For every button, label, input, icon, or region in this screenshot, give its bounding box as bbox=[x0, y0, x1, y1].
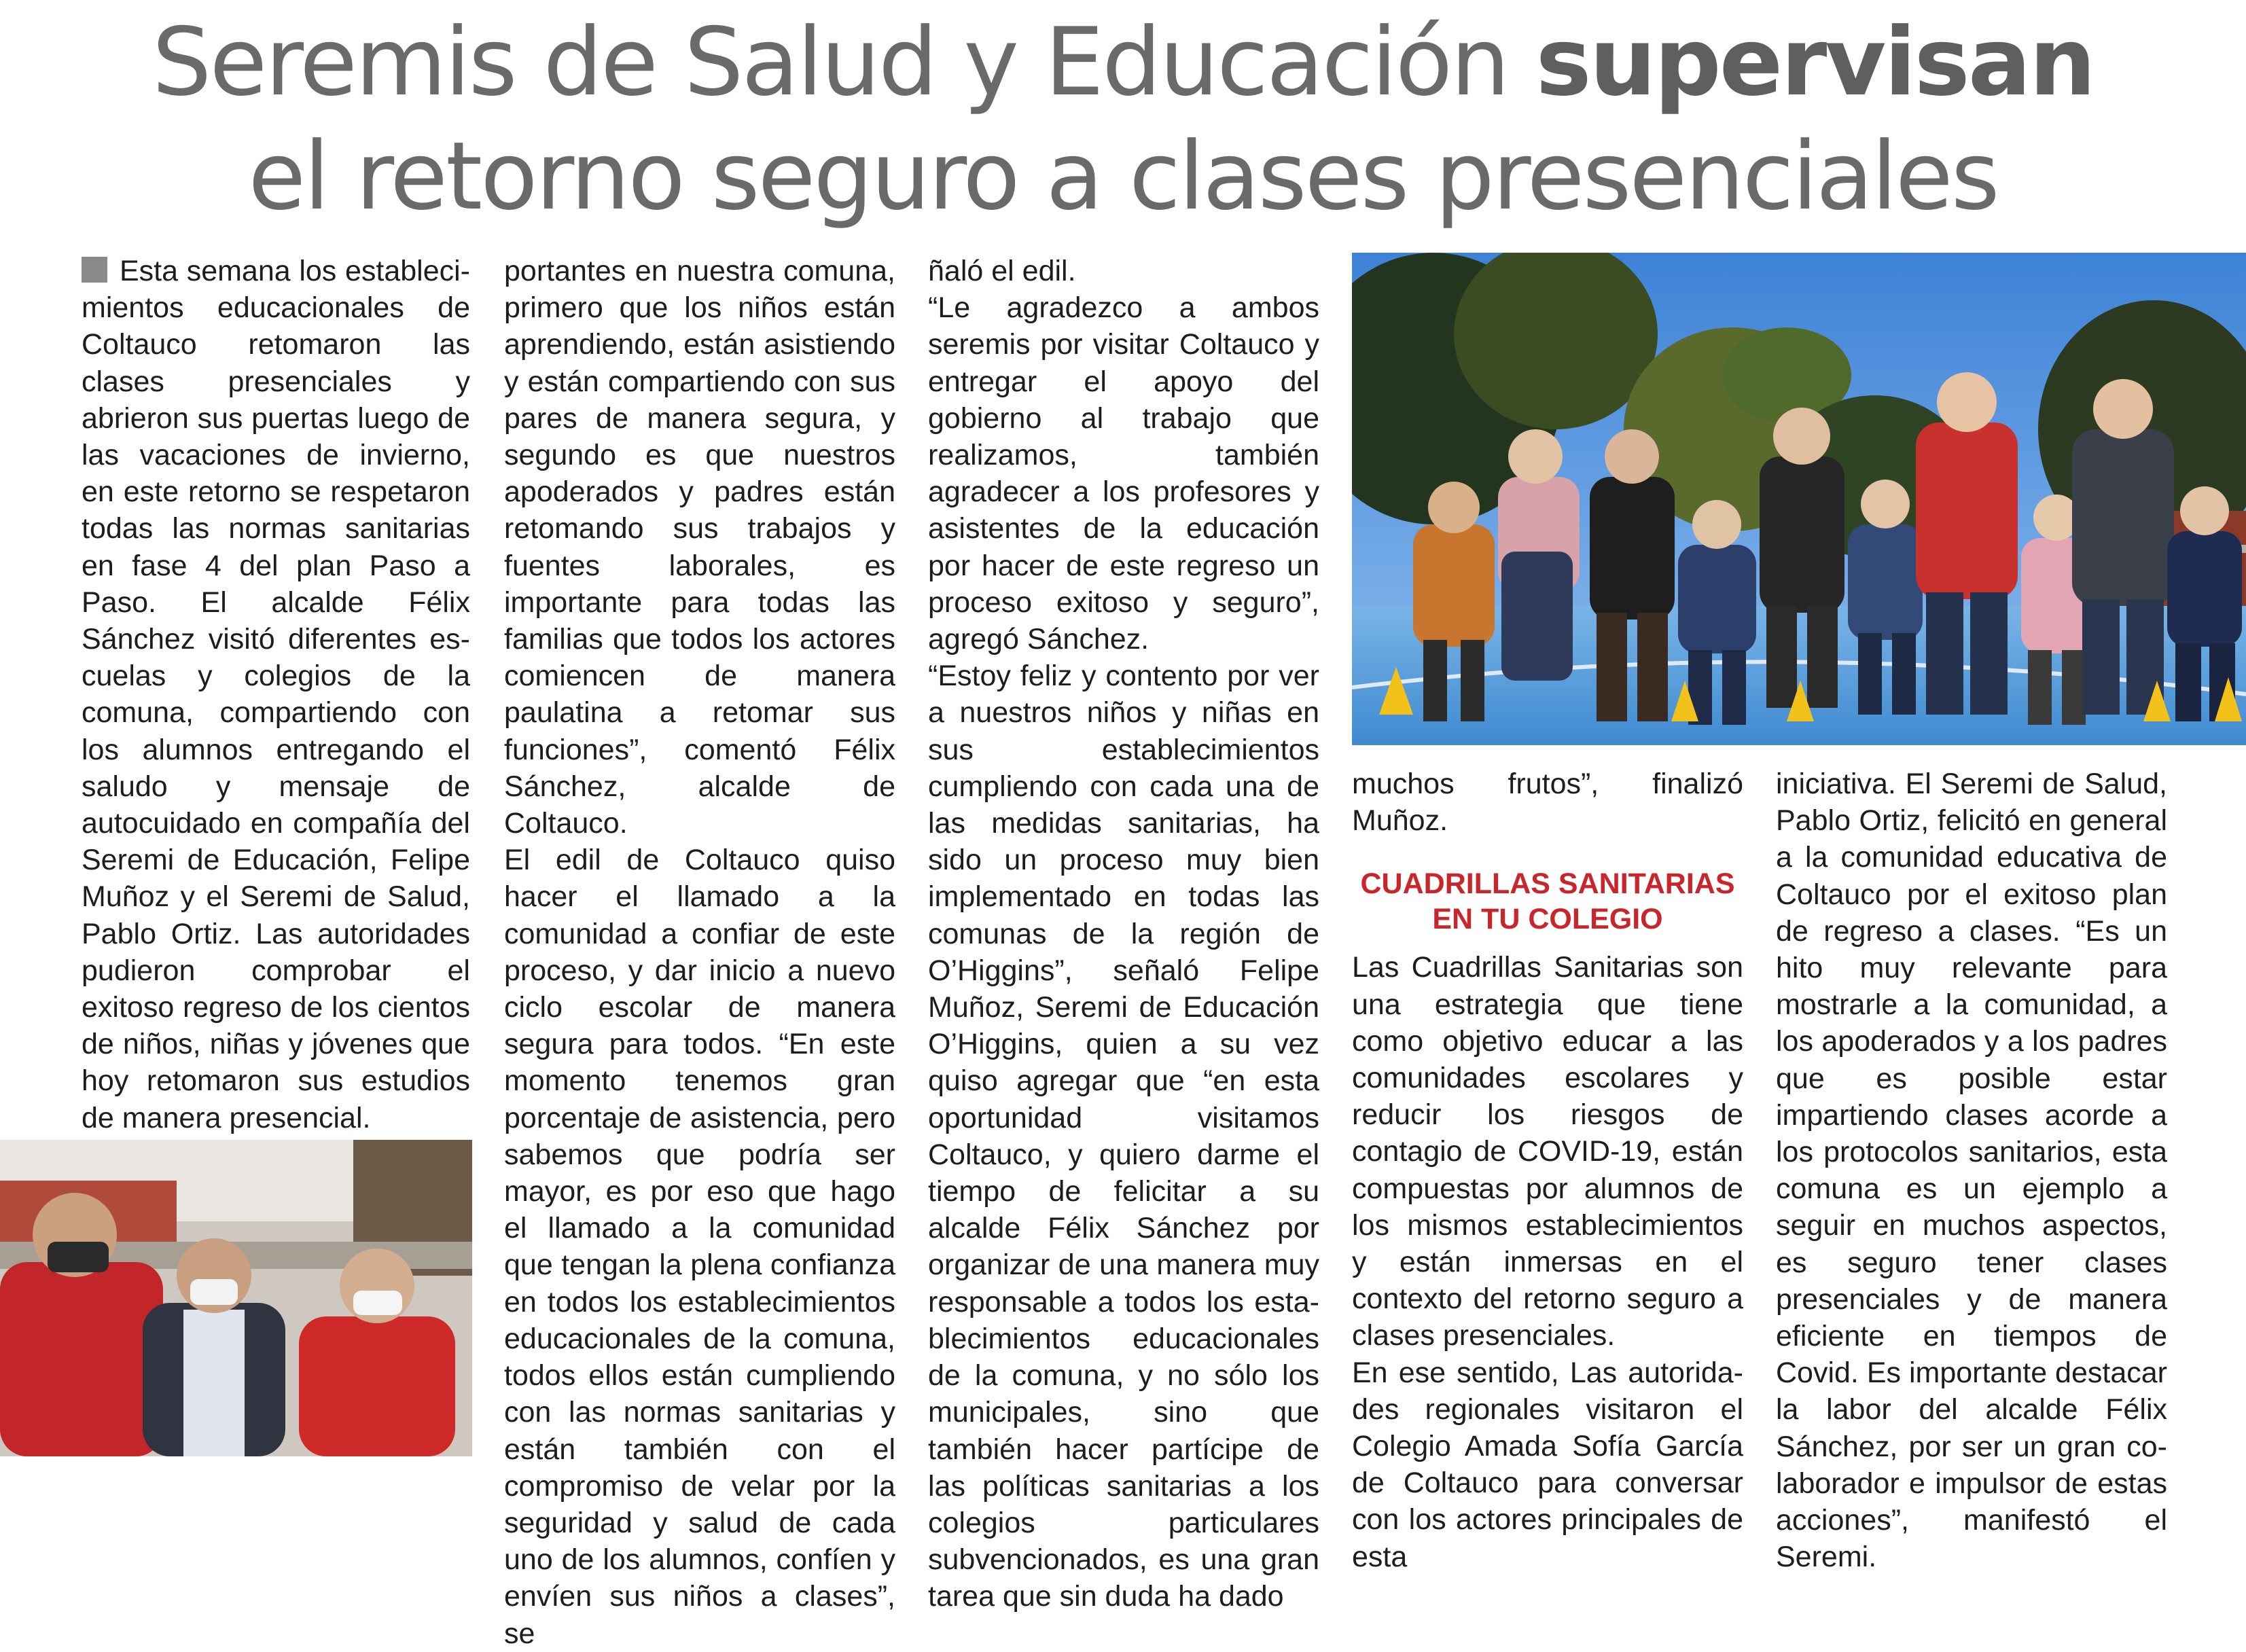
article-column-4 bbox=[1352, 766, 1743, 1575]
paragraph: El edil de Coltauco quiso hacer el llamado a la comunidad a confiar de este proceso, y dar inicio a nuevo ciclo escolar de manera segura para todos. “En este momento tenemos gran porcentaje de asistencia, pero sabemos que podría ser mayor, es por eso que hago el llamado a la comunidad que tengan la plena confianza en todos los establecimientos educacionales de la comuna, todos ellos están cumpliendo con las normas sanitarias y están también con el compromiso de velar por la seguridad y salud de cada uno de los alumnos, confíen y envíen sus niños a clases”, se bbox=[504, 844, 895, 1650]
headline-bold: supervisan bbox=[1535, 7, 2095, 117]
headline-regular: Seremis de Salud y Educación bbox=[151, 7, 1536, 117]
photo-authorities bbox=[0, 1140, 472, 1456]
paragraph: muchos frutos”, finalizó Muñoz. bbox=[1352, 768, 1743, 838]
article-column-5 bbox=[1776, 766, 2167, 1575]
paragraph: iniciativa. El Seremi de Salud, Pablo Ortiz, felicitó en general a la comunidad educativa de Coltauco por el exitoso plan de regreso a clases. “Es un hito muy relevante para mostrarle a la comunidad, a los apoderados y a los padres que es posible estar impartiendo clases acorde a los protocolos sanitarios, esta comuna es un ejemplo a seguir en muchos aspectos, es seguro tener clases presenciales y de manera eficiente en tiempos de Covid. Es importante destacar la labor del alcalde Félix Sánchez, por ser un gran colaborador e impulsor de estas acciones”, manifestó el Seremi. bbox=[1776, 768, 2167, 1574]
headline-line-2: el retorno seguro a clases presenciales bbox=[248, 122, 1998, 231]
paragraph: portantes en nuestra comuna, primero que los niños están aprendiendo, están asistiendo y están compartiendo con sus pares de manera segura, y segundo es que nuestros apoderados y padres están retomando sus trabajos y fuentes laborales, es importante para todas las familias que todos los actores comiencen de manera paulatina a retomar sus funciones”, comentó Félix Sánchez, alcalde de Coltauco. bbox=[504, 255, 895, 840]
article-column-2 bbox=[504, 253, 895, 1652]
photo-schoolyard-group bbox=[1352, 253, 2246, 745]
headline bbox=[0, 5, 2246, 234]
article-column-1 bbox=[82, 253, 470, 1246]
paragraph: “Estoy feliz y contento por ver a nuestros niños y niñas en sus establecimientos cumpliendo con cada una de las medidas sanitarias, ha sido un proceso muy bien implementado en todas las comunas de la región de O’Higgins”, señaló Felipe Muñoz, Seremi de Educación O’Higgins, quien a su vez quiso agregar que “en esta oportunidad visitamos Coltauco, y quiero darme el tiempo de felicitar a su alcalde Félix Sánchez por organizar de una manera muy responsable a todos los establecimientos educacionales de la comuna, y no sólo los municipales, sino que también hacer partícipe de las políticas sanitarias a los colegios particulares subvencionados, es una gran tarea que sin duda ha dado bbox=[928, 660, 1319, 1613]
section-subhead: CUADRILLAS SANITARIAS EN TU COLEGIO bbox=[1360, 867, 1735, 936]
lead-paragraph-text: Esta semana los establecimientos educacionales de Coltauco retomaron las clases presenciales y abrieron sus puertas luego de las vacaciones de invierno, en este retorno se respetaron todas las normas sanitarias en fase 4 del plan Paso a Paso. El alcalde Félix Sánchez visitó diferentes escuelas y colegios de la comuna, compartiendo con los alumnos entregando el saludo y mensaje de autocuidado en compañía del Seremi de Educación, Felipe Muñoz y el Seremi de Salud, Pablo Ortiz. Las autoridades pudieron comprobar el exitoso regreso de los cientos de niños, niñas y jóvenes que hoy retomaron sus estudios de manera presencial. bbox=[82, 255, 470, 1134]
photo-schoolyard-group-image bbox=[1352, 253, 2246, 745]
paragraph: Las Cuadrillas Sanitarias son una estrategia que tiene como objetivo educar a las comunidades escolares y reducir los riesgos de contagio de COVID-19, están compuestas por alumnos de los mismos establecimientos y están inmersas en el contexto del retorno seguro a clases presenciales. bbox=[1352, 951, 1743, 1352]
lead-marker-icon bbox=[82, 257, 107, 283]
article-column-3 bbox=[928, 253, 1319, 1615]
paragraph: ñaló el edil. bbox=[928, 255, 1076, 287]
headline-line-1 bbox=[0, 5, 2246, 120]
photo-authorities-image bbox=[0, 1140, 472, 1456]
lead-paragraph bbox=[82, 253, 470, 1136]
paragraph: “Le agradezco a ambos seremis por visitar Coltauco y entregar el apoyo del gobierno al trabajo que realizamos, también agradecer a los profesores y asistentes de la educación por hacer de este regreso un proceso exitoso y seguro”, agregó Sánchez. bbox=[928, 291, 1319, 656]
paragraph: En ese sentido, Las autoridades regionales visitaron el Colegio Amada Sofía García de Coltauco para conversar con los actores principales de esta bbox=[1352, 1356, 1743, 1573]
